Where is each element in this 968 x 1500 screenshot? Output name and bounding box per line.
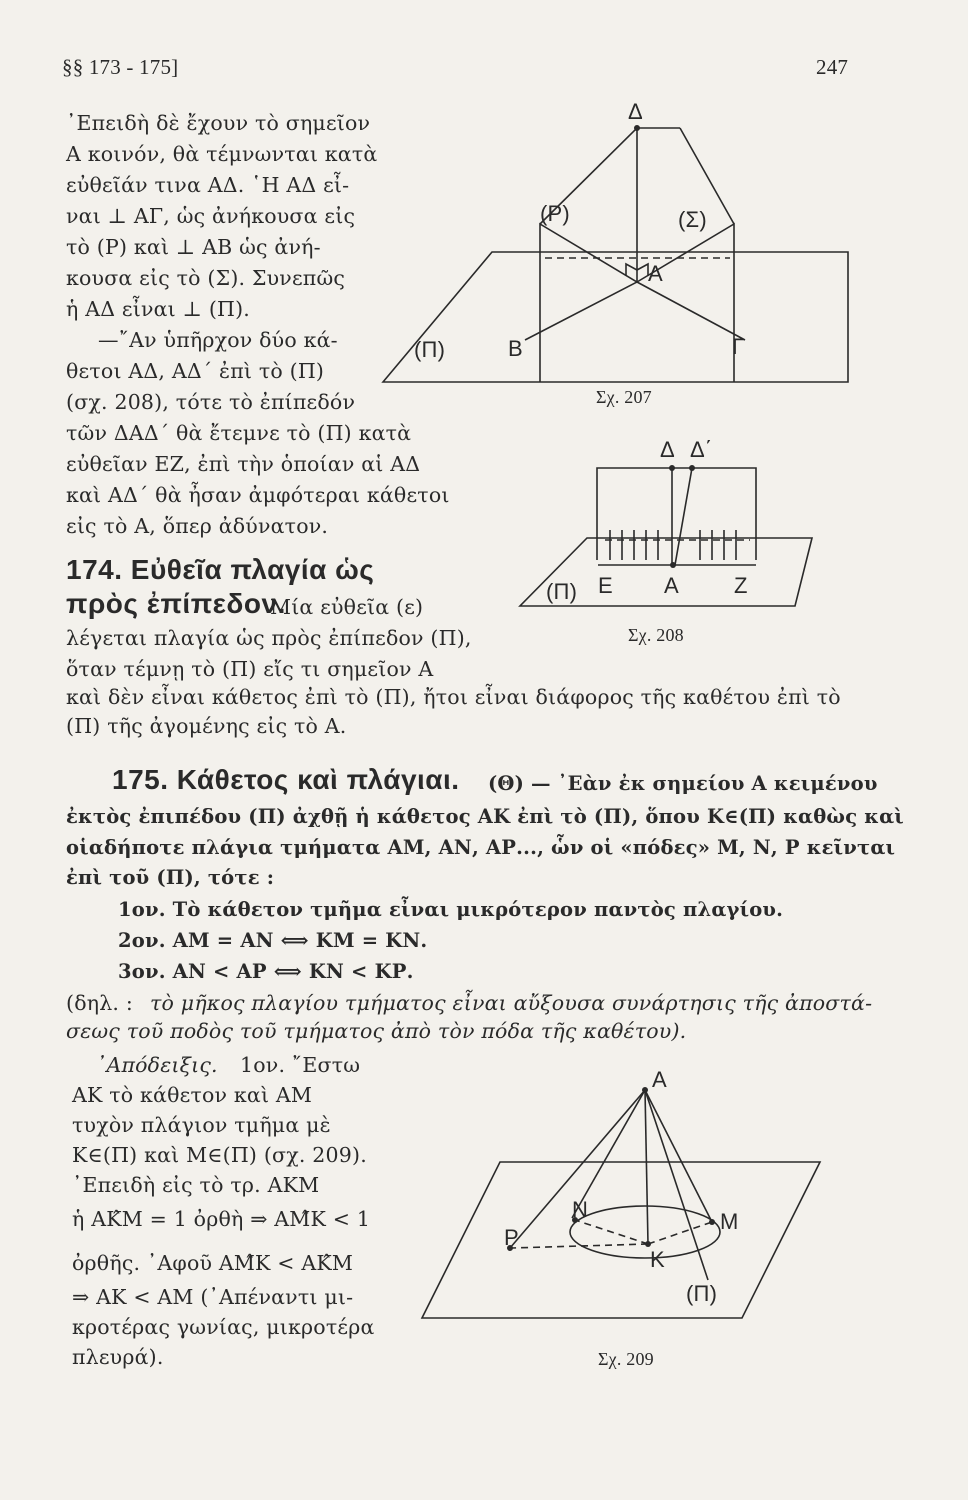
label-k: Κ: [650, 1247, 665, 1272]
label-e: Ε: [598, 573, 613, 598]
text-line: τὸ (Ρ) καὶ ⊥ ΑΒ ὡς ἀνή-: [66, 235, 321, 259]
point-m: [709, 1219, 715, 1225]
text-line: ἡ ΑΚ̂Μ = 1 ὀρθὴ ⇒ ΑΜ̂Κ < 1: [72, 1207, 371, 1231]
text-line: ὅταν τέμνῃ τὸ (Π) εἴς τι σημεῖον Α: [66, 657, 434, 681]
text-line: εὐθεῖάν τινα ΑΔ. ῾Η ΑΔ εἶ-: [66, 173, 350, 197]
caption-207: Σχ. 207: [596, 387, 652, 407]
label-m: Μ: [720, 1209, 739, 1234]
text-line: τῶν ΔΑΔ΄ θὰ ἔτεμνε τὸ (Π) κατὰ: [66, 421, 412, 445]
label-pi: (Π): [686, 1281, 718, 1306]
label-d-prime: Δ΄: [690, 437, 713, 462]
running-header: §§ 173 - 175]: [62, 55, 179, 79]
text-line: ὀρθῆς. ᾿Αφοῦ ΑΜ̂Κ < ΑΚ̂Μ: [72, 1251, 354, 1275]
theorem-line: (Θ) — ᾿Εὰν ἐκ σημείου Α κειμένου: [488, 772, 878, 795]
theorem-item-3: 3ον. ΑΝ < ΑΡ ⟺ ΚΝ < ΚΡ.: [118, 960, 414, 983]
note-prefix: (δηλ. :: [66, 991, 133, 1015]
caption-209: Σχ. 209: [598, 1349, 654, 1369]
label-b: Β: [508, 336, 523, 361]
proof-label: ᾿Απόδειξις.: [96, 1053, 218, 1077]
label-pi: (Π): [414, 337, 446, 362]
theorem-item-1: 1ον. Τὸ κάθετον τμῆμα εἶναι μικρότερον παντὸς πλαγίου.: [118, 898, 784, 921]
text-line: καὶ δὲν εἶναι κάθετος ἐπὶ τὸ (Π), ἤτοι εἶναι διάφορος τῆς καθέτου ἐπὶ τὸ: [66, 685, 841, 709]
note-line: σεως τοῦ ποδὸς τοῦ τμήματος ἀπὸ τὸν πόδα τῆς καθέτου).: [66, 1019, 687, 1043]
theorem-line: οἱαδήποτε πλάγια τμήματα ΑΜ, ΑΝ, ΑΡ..., ὧν οἱ «πόδες» Μ, Ν, Ρ κεῖνται: [66, 836, 896, 859]
label-a: Α: [652, 1067, 667, 1092]
text-line: κουσα εἰς τὸ (Σ). Συνεπῶς: [66, 266, 346, 290]
text-line: εἰς τὸ Α, ὅπερ ἀδύνατον.: [66, 514, 329, 538]
text-line: Κ∈(Π) καὶ Μ∈(Π) (σχ. 209).: [72, 1143, 367, 1167]
theorem-line: ἐπὶ τοῦ (Π), τότε :: [66, 866, 275, 889]
label-n: Ν: [572, 1197, 589, 1222]
label-d: Δ: [628, 99, 643, 124]
text-line: 1ον. ῎Εστω: [240, 1053, 361, 1077]
text-line: ΑΚ τὸ κάθετον καὶ ΑΜ: [72, 1083, 313, 1107]
label-d: Δ: [660, 437, 675, 462]
line-am: [645, 1090, 712, 1222]
text-line: ἡ ΑΔ εἶναι ⊥ (Π).: [66, 297, 251, 321]
label-a: Α: [648, 261, 663, 286]
caption-208: Σχ. 208: [628, 625, 684, 645]
text-line: πλευρά).: [72, 1345, 164, 1369]
text-line: τυχὸν πλάγιον τμῆμα μὲ: [72, 1113, 331, 1137]
theorem-item-2: 2ον. ΑΜ = ΑΝ ⟺ ΚΜ = ΚΝ.: [118, 929, 428, 952]
section-174-title-cont: πρὸς ἐπίπεδον.: [66, 588, 286, 619]
plane-pi-outline: [422, 1162, 820, 1318]
line-km: [648, 1222, 712, 1244]
text-line: (Π) τῆς ἀγομένης εἰς τὸ Α.: [66, 714, 347, 738]
line-ak: [645, 1090, 648, 1244]
text-line: ⇒ ΑΚ < ΑΜ (᾿Απέναντι μι-: [72, 1285, 354, 1309]
text-line: λέγεται πλαγία ὡς πρὸς ἐπίπεδον (Π),: [66, 626, 472, 650]
text-line: Α κοινόν, θὰ τέμνωνται κατὰ: [66, 142, 378, 166]
section-175-title: 175. Κάθετος καὶ πλάγιαι.: [112, 764, 460, 795]
label-g: Γ: [732, 334, 745, 359]
text-line: ναι ⊥ ΑΓ, ὡς ἀνήκουσα εἰς: [66, 204, 356, 228]
line-ap: [510, 1090, 645, 1248]
line-kn: [575, 1220, 648, 1244]
note-line: τὸ μῆκος πλαγίου τμήματος εἶναι αὔξουσα συνάρτησις τῆς ἀποστά-: [150, 991, 873, 1015]
label-s: (Σ): [678, 207, 707, 232]
label-p: Ρ: [504, 1225, 519, 1250]
text-line: ᾿Επειδὴ εἰς τὸ τρ. ΑΚΜ: [72, 1173, 320, 1197]
page-number: 247: [816, 55, 849, 79]
label-z: Ζ: [734, 573, 748, 598]
theorem-line: ἐκτὸς ἐπιπέδου (Π) ἀχθῇ ἡ κάθετος ΑΚ ἐπὶ τὸ (Π), ὅπου Κ∈(Π) καθὼς καὶ: [66, 805, 904, 828]
label-pi: (Π): [546, 579, 578, 604]
text-line: καὶ ΑΔ΄ θὰ ἦσαν ἀμφότεραι κάθετοι: [66, 483, 450, 507]
label-a: Α: [664, 573, 679, 598]
section-174-title: 174. Εὐθεῖα πλαγία ὡς: [66, 554, 375, 585]
text-line: εὐθεῖαν ΕΖ, ἐπὶ τὴν ὁποίαν αἱ ΑΔ: [66, 452, 421, 476]
point-a: [642, 1087, 648, 1093]
text-line: ᾿Επειδὴ δὲ ἔχουν τὸ σημεῖον: [66, 111, 371, 135]
text-line: (σχ. 208), τότε τὸ ἐπίπεδόν: [66, 390, 356, 414]
text-line: θετοι ΑΔ, ΑΔ΄ ἐπὶ τὸ (Π): [66, 359, 325, 383]
text-line: κροτέρας γωνίας, μικροτέρα: [72, 1315, 375, 1339]
text-line: —῎Αν ὑπῆρχον δύο κά-: [98, 328, 338, 352]
label-p: (Ρ): [540, 201, 570, 226]
text-line: Μία εὐθεῖα (ε): [270, 595, 424, 619]
